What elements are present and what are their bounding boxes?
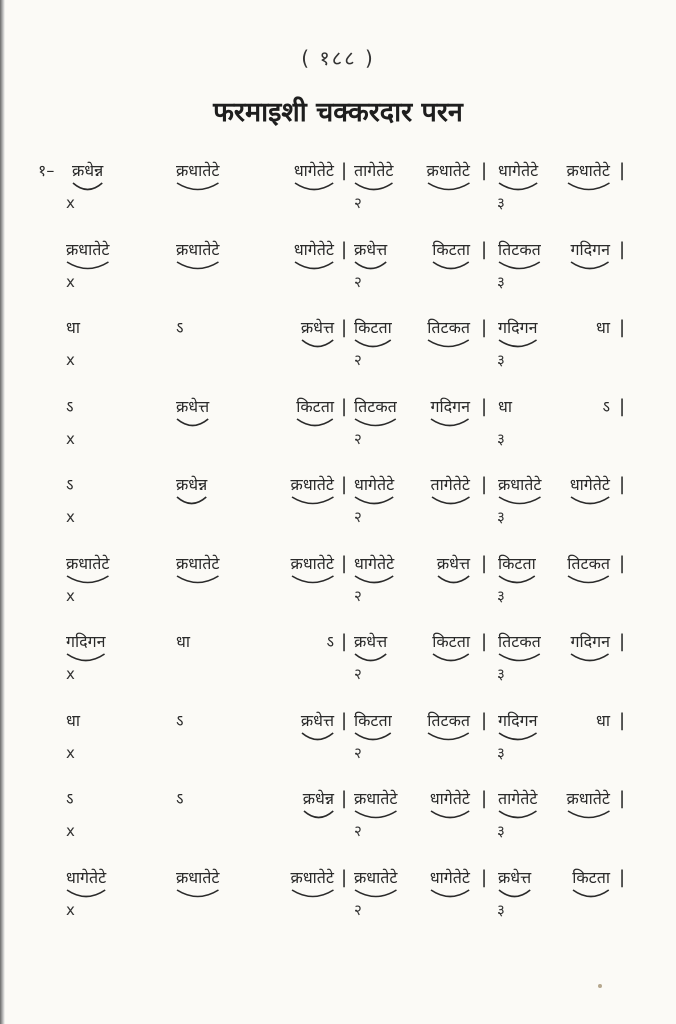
vibhag-bar: | bbox=[619, 160, 626, 181]
bol-text: ऽ bbox=[176, 318, 184, 337]
slur-arc bbox=[72, 182, 103, 194]
bol-text: किटता bbox=[572, 867, 610, 887]
tali-marker-2: २ bbox=[354, 272, 362, 291]
vibhag-bar: | bbox=[481, 238, 488, 260]
bol-text: क्रधातेटे bbox=[66, 239, 110, 259]
bol-text: ऽ bbox=[176, 789, 184, 808]
bol-syllable bbox=[596, 317, 610, 339]
tali-marker-2: २ bbox=[354, 900, 362, 919]
bol-syllable bbox=[432, 239, 470, 261]
notation-row bbox=[0, 239, 676, 309]
bol-text: तिटकत bbox=[354, 396, 397, 416]
sam-marker: x bbox=[66, 822, 75, 840]
bol-syllable bbox=[66, 396, 73, 418]
bol-syllable bbox=[354, 788, 397, 810]
slur-arc bbox=[66, 261, 109, 273]
bol-text: गदिगन bbox=[498, 318, 538, 337]
notation-row bbox=[0, 553, 676, 623]
vibhag-bar: | bbox=[341, 552, 348, 574]
bol-text: ऽ bbox=[326, 632, 334, 651]
slur-arc bbox=[570, 653, 610, 665]
bol-syllable bbox=[498, 631, 541, 653]
bol-syllable bbox=[66, 553, 109, 575]
tali-marker-2: २ bbox=[354, 429, 362, 448]
bol-text: तागेतेटे bbox=[498, 789, 538, 808]
bol-syllable bbox=[301, 710, 334, 732]
bol-text: धागेतेटे bbox=[429, 867, 470, 887]
slur-arc bbox=[567, 182, 610, 194]
bol-text: गदिगन bbox=[570, 239, 610, 259]
bol-text: धा bbox=[66, 318, 80, 337]
sam-marker: x bbox=[66, 351, 75, 369]
bol-text: क्रधातेटे bbox=[354, 867, 398, 887]
vibhag-bar: | bbox=[619, 866, 626, 888]
notation-row bbox=[0, 160, 676, 230]
vibhag-bar: | bbox=[619, 631, 626, 652]
vibhag-bar: | bbox=[481, 395, 488, 417]
slur-arc bbox=[301, 732, 334, 744]
bol-syllable bbox=[66, 239, 109, 261]
bol-syllable bbox=[437, 553, 470, 575]
tali-marker-2: २ bbox=[354, 508, 362, 526]
bol-text: क्रधेत्त bbox=[436, 553, 470, 573]
bol-text: क्रधातेटे bbox=[66, 553, 110, 573]
bol-syllable bbox=[427, 317, 470, 339]
notation-row bbox=[0, 631, 676, 701]
slur-arc bbox=[354, 261, 387, 273]
bol-syllable bbox=[176, 317, 183, 339]
bol-syllable bbox=[291, 553, 334, 575]
slur-arc bbox=[176, 575, 219, 587]
bol-text: किटता bbox=[296, 396, 334, 416]
slur-arc bbox=[176, 889, 219, 901]
bol-syllable bbox=[176, 160, 219, 182]
notation-row bbox=[0, 396, 676, 466]
bol-text: क्रधातेटे bbox=[498, 475, 542, 494]
vibhag-bar: | bbox=[481, 474, 488, 495]
bol-syllable bbox=[176, 867, 219, 889]
slur-arc bbox=[301, 339, 334, 351]
slur-arc bbox=[176, 496, 207, 508]
slur-arc bbox=[303, 810, 334, 822]
slur-arc bbox=[431, 496, 470, 508]
bol-syllable bbox=[567, 788, 610, 810]
tali-marker-3: ३ bbox=[497, 900, 505, 919]
bol-syllable bbox=[354, 710, 392, 732]
notation-row bbox=[0, 474, 676, 544]
vibhag-bar: | bbox=[341, 395, 348, 417]
slur-arc bbox=[498, 810, 537, 822]
slur-arc bbox=[354, 732, 392, 744]
bol-text: तिटकत bbox=[498, 632, 541, 651]
tali-marker-2: २ bbox=[354, 743, 362, 762]
bol-syllable bbox=[570, 631, 610, 653]
slur-arc bbox=[66, 653, 106, 665]
bol-text: धा bbox=[498, 396, 512, 416]
slur-arc bbox=[354, 653, 387, 665]
bol-text: ऽ bbox=[602, 396, 610, 416]
slur-arc bbox=[176, 261, 219, 273]
bol-syllable bbox=[498, 239, 541, 261]
bol-text: क्रधातेटे bbox=[176, 553, 220, 573]
tali-marker-3: ३ bbox=[497, 508, 505, 526]
slur-arc bbox=[498, 732, 538, 744]
bol-syllable bbox=[66, 710, 80, 732]
slur-arc bbox=[427, 732, 470, 744]
bol-text: ऽ bbox=[66, 475, 74, 494]
bol-text: क्रधातेटे bbox=[290, 553, 334, 573]
bol-text: क्रधेत्त bbox=[300, 710, 334, 730]
row-number: १– bbox=[38, 161, 55, 180]
bol-syllable bbox=[291, 474, 334, 496]
tali-marker-2: २ bbox=[354, 586, 362, 605]
bol-text: क्रधेन्न bbox=[72, 161, 104, 180]
slur-arc bbox=[291, 496, 334, 508]
bol-text: धागेतेटे bbox=[498, 161, 539, 180]
bol-syllable bbox=[72, 160, 103, 182]
bol-text: क्रधातेटे bbox=[290, 867, 334, 887]
bol-syllable bbox=[176, 631, 190, 653]
bol-syllable bbox=[570, 474, 610, 496]
vibhag-bar: | bbox=[341, 709, 348, 731]
bol-text: धा bbox=[66, 710, 80, 730]
bol-text: ऽ bbox=[176, 710, 184, 730]
slur-arc bbox=[570, 496, 610, 508]
bol-text: धागेतेटे bbox=[429, 789, 470, 808]
bol-syllable bbox=[498, 788, 537, 810]
vibhag-bar: | bbox=[341, 317, 348, 338]
bol-text: किटता bbox=[432, 632, 470, 651]
slur-arc bbox=[498, 889, 531, 901]
bol-syllable bbox=[66, 867, 106, 889]
bol-syllable bbox=[498, 396, 512, 418]
slur-arc bbox=[296, 418, 334, 430]
slur-arc bbox=[354, 496, 394, 508]
bol-syllable bbox=[498, 474, 541, 496]
bol-text: क्रधेन्न bbox=[302, 789, 334, 808]
sam-marker: x bbox=[66, 508, 75, 526]
vibhag-bar: | bbox=[481, 160, 488, 181]
vibhag-bar: | bbox=[341, 160, 348, 181]
bol-text: धागेतेटे bbox=[293, 161, 334, 180]
bol-text: क्रधेत्त bbox=[300, 318, 334, 337]
bol-text: गदिगन bbox=[570, 632, 610, 651]
tali-marker-2: २ bbox=[354, 194, 362, 212]
vibhag-bar: | bbox=[619, 317, 626, 338]
bol-syllable bbox=[431, 474, 470, 496]
slur-arc bbox=[432, 261, 470, 273]
tali-marker-2: २ bbox=[354, 351, 362, 369]
bol-text: गदिगन bbox=[430, 396, 470, 416]
bol-syllable bbox=[570, 239, 610, 261]
bol-text: धा bbox=[596, 318, 610, 337]
bol-syllable bbox=[354, 474, 394, 496]
bol-text: क्रधातेटे bbox=[176, 161, 220, 180]
sam-marker: x bbox=[66, 900, 75, 919]
tali-marker-2: २ bbox=[354, 822, 362, 840]
bol-syllable bbox=[176, 788, 183, 810]
page-title: फरमाइशी चक्करदार परन bbox=[213, 97, 463, 128]
tali-marker-3: ३ bbox=[497, 272, 505, 291]
slur-arc bbox=[498, 653, 541, 665]
sam-marker: x bbox=[66, 586, 75, 605]
slur-arc bbox=[291, 889, 334, 901]
vibhag-bar: | bbox=[481, 631, 488, 652]
bol-text: तागेतेटे bbox=[354, 161, 394, 180]
bol-text: किटता bbox=[432, 239, 470, 259]
vibhag-bar: | bbox=[619, 395, 626, 417]
bol-syllable bbox=[296, 396, 334, 418]
bol-syllable bbox=[427, 710, 470, 732]
bol-text: किटता bbox=[354, 318, 392, 337]
bol-syllable bbox=[430, 788, 470, 810]
bol-text: धागेतेटे bbox=[354, 475, 395, 494]
bol-text: क्रधातेटे bbox=[566, 789, 610, 808]
tali-marker-3: ३ bbox=[497, 429, 505, 448]
bol-text: तिटकत bbox=[427, 710, 470, 730]
slur-arc bbox=[291, 575, 334, 587]
bol-text: धागेतेटे bbox=[569, 475, 610, 494]
slur-arc bbox=[570, 261, 610, 273]
vibhag-bar: | bbox=[481, 552, 488, 574]
tali-marker-3: ३ bbox=[497, 351, 505, 369]
bol-syllable bbox=[498, 553, 536, 575]
tali-marker-3: ३ bbox=[497, 586, 505, 605]
vibhag-bar: | bbox=[341, 788, 348, 809]
bol-text: तिटकत bbox=[567, 553, 610, 573]
vibhag-bar: | bbox=[481, 866, 488, 888]
bol-syllable bbox=[176, 396, 209, 418]
bol-text: क्रधेत्त bbox=[354, 239, 388, 259]
slur-arc bbox=[430, 418, 470, 430]
slur-arc bbox=[572, 889, 610, 901]
slur-arc bbox=[432, 653, 470, 665]
bol-text: तिटकत bbox=[427, 318, 470, 337]
slur-arc bbox=[176, 418, 209, 430]
vibhag-bar: | bbox=[341, 866, 348, 888]
sam-marker: x bbox=[66, 272, 75, 291]
bol-text: धा bbox=[176, 632, 190, 651]
tali-marker-3: ३ bbox=[497, 822, 505, 840]
slur-arc bbox=[427, 339, 470, 351]
slur-arc bbox=[430, 810, 470, 822]
bol-text: क्रधेत्त bbox=[498, 867, 532, 887]
notation-row bbox=[0, 867, 676, 937]
sam-marker: x bbox=[66, 665, 75, 683]
bol-syllable bbox=[498, 317, 538, 339]
vibhag-bar: | bbox=[341, 631, 348, 652]
slur-arc bbox=[66, 575, 109, 587]
bol-syllable bbox=[176, 239, 219, 261]
bol-syllable bbox=[498, 710, 538, 732]
tali-marker-3: ३ bbox=[497, 743, 505, 762]
slur-arc bbox=[66, 889, 106, 901]
vibhag-bar: | bbox=[341, 474, 348, 495]
bol-syllable bbox=[432, 631, 470, 653]
vibhag-bar: | bbox=[619, 709, 626, 731]
bol-syllable bbox=[176, 474, 207, 496]
bol-syllable bbox=[291, 867, 334, 889]
bol-text: ऽ bbox=[66, 396, 74, 416]
bol-text: क्रधातेटे bbox=[176, 239, 220, 259]
sam-marker: x bbox=[66, 743, 75, 762]
slur-arc bbox=[354, 182, 393, 194]
slur-arc bbox=[294, 261, 334, 273]
bol-syllable bbox=[354, 160, 393, 182]
page-number: ( १८८ ) bbox=[301, 46, 375, 70]
bol-syllable bbox=[354, 553, 394, 575]
slur-arc bbox=[354, 889, 397, 901]
notation-row bbox=[0, 788, 676, 858]
bol-syllable bbox=[430, 867, 470, 889]
slur-arc bbox=[498, 496, 541, 508]
bol-text: गदिगन bbox=[498, 710, 538, 730]
vibhag-bar: | bbox=[341, 238, 348, 260]
slur-arc bbox=[354, 810, 397, 822]
bol-text: धा bbox=[596, 710, 610, 730]
bol-text: क्रधेत्त bbox=[354, 632, 388, 651]
bol-syllable bbox=[354, 317, 392, 339]
slur-arc bbox=[430, 889, 470, 901]
bol-syllable bbox=[303, 788, 334, 810]
notation-row bbox=[0, 317, 676, 387]
bol-syllable bbox=[301, 317, 334, 339]
bol-text: क्रधेत्त bbox=[176, 396, 210, 416]
slur-arc bbox=[176, 182, 219, 194]
bol-text: गदिगन bbox=[66, 632, 106, 651]
notation-row bbox=[0, 710, 676, 780]
bol-syllable bbox=[572, 867, 610, 889]
vibhag-bar: | bbox=[481, 788, 488, 809]
bol-syllable bbox=[66, 631, 106, 653]
vibhag-bar: | bbox=[619, 238, 626, 260]
slur-arc bbox=[498, 182, 538, 194]
bol-text: धागेतेटे bbox=[354, 553, 395, 573]
bol-syllable bbox=[354, 867, 397, 889]
paper-speck bbox=[598, 984, 602, 988]
bol-syllable bbox=[354, 631, 387, 653]
vibhag-bar: | bbox=[619, 552, 626, 574]
bol-syllable bbox=[66, 474, 73, 496]
bol-syllable bbox=[327, 631, 334, 653]
bol-syllable bbox=[176, 710, 183, 732]
slur-arc bbox=[354, 575, 394, 587]
bol-text: किटता bbox=[498, 553, 536, 573]
slur-arc bbox=[498, 575, 536, 587]
bol-text: क्रधातेटे bbox=[354, 789, 398, 808]
sam-marker: x bbox=[66, 429, 75, 448]
bol-syllable bbox=[596, 710, 610, 732]
vibhag-bar: | bbox=[481, 317, 488, 338]
slur-arc bbox=[294, 182, 334, 194]
slur-arc bbox=[498, 339, 538, 351]
bol-syllable bbox=[66, 788, 73, 810]
bol-text: क्रधातेटे bbox=[426, 161, 470, 180]
bol-text: ऽ bbox=[66, 789, 74, 808]
bol-syllable bbox=[430, 396, 470, 418]
bol-syllable bbox=[427, 160, 470, 182]
bol-text: धागेतेटे bbox=[66, 867, 107, 887]
bol-text: क्रधातेटे bbox=[290, 475, 334, 494]
slur-arc bbox=[437, 575, 470, 587]
bol-syllable bbox=[294, 160, 334, 182]
bol-text: धागेतेटे bbox=[293, 239, 334, 259]
bol-text: क्रधातेटे bbox=[176, 867, 220, 887]
slur-arc bbox=[354, 418, 397, 430]
tali-marker-3: ३ bbox=[497, 194, 505, 212]
slur-arc bbox=[567, 575, 610, 587]
sam-marker: x bbox=[66, 194, 75, 212]
vibhag-bar: | bbox=[619, 788, 626, 809]
slur-arc bbox=[427, 182, 470, 194]
bol-text: किटता bbox=[354, 710, 392, 730]
tali-marker-2: २ bbox=[354, 665, 362, 683]
bol-text: क्रधेन्न bbox=[176, 475, 208, 494]
bol-syllable bbox=[176, 553, 219, 575]
bol-text: तागेतेटे bbox=[430, 475, 470, 494]
bol-syllable bbox=[567, 553, 610, 575]
bol-syllable bbox=[354, 239, 387, 261]
bol-syllable bbox=[354, 396, 397, 418]
slur-arc bbox=[498, 261, 541, 273]
bol-syllable bbox=[498, 867, 531, 889]
bol-syllable bbox=[567, 160, 610, 182]
bol-syllable bbox=[66, 317, 80, 339]
vibhag-bar: | bbox=[481, 709, 488, 731]
bol-text: तिटकत bbox=[498, 239, 541, 259]
slur-arc bbox=[354, 339, 392, 351]
vibhag-bar: | bbox=[619, 474, 626, 495]
bol-text: क्रधातेटे bbox=[566, 161, 610, 180]
slur-arc bbox=[567, 810, 610, 822]
bol-syllable bbox=[498, 160, 538, 182]
bol-syllable bbox=[603, 396, 610, 418]
tali-marker-3: ३ bbox=[497, 665, 505, 683]
bol-syllable bbox=[294, 239, 334, 261]
